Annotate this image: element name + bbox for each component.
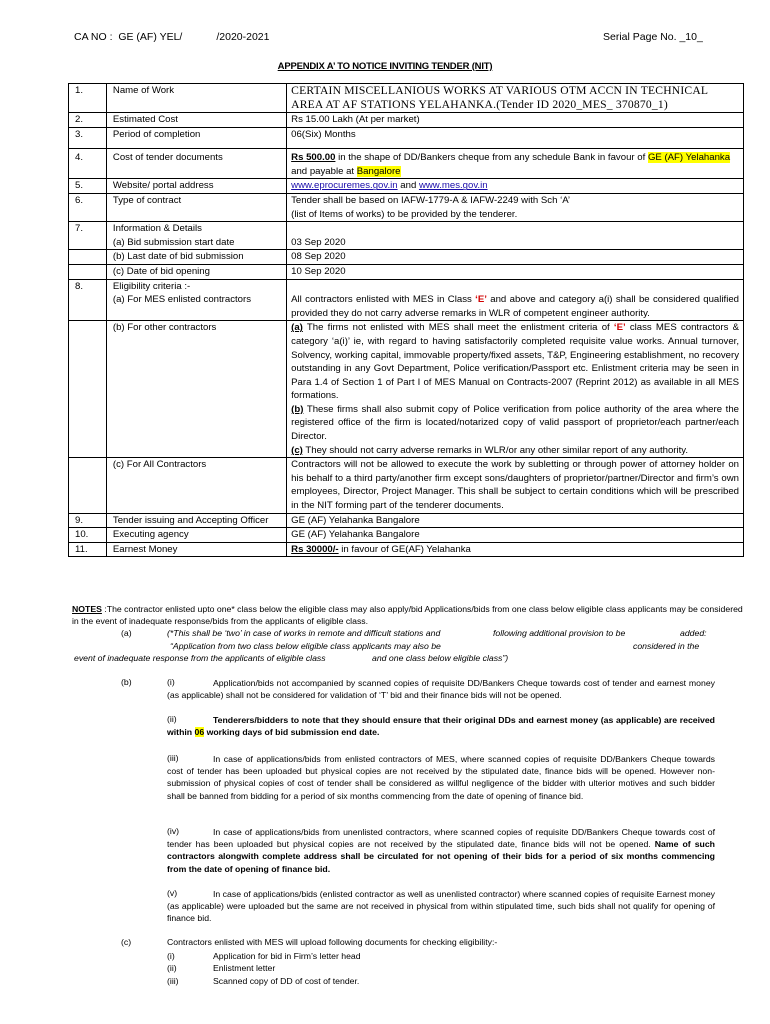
item-label: Name of Work (106, 84, 286, 113)
sub-i-text: Application/bids not accompanied by scanned copies of requisite DD/Bankers Cheque towards cost of tender and earnest money (as applicable) shall not be considered for validation of ‘T’ bid and their finance bids will not be opened. (167, 678, 715, 701)
name-of-work: CERTAIN MISCELLANIOUS WORKS AT VARIOUS OTM ACCN IN TECHNICAL AREA AT AF STATIONS YELAHANKA.(Tender ID 2020_MES_ 370870_1) (287, 84, 744, 113)
list-item (167, 950, 361, 962)
table-row (69, 222, 744, 250)
other-contractors-label: (b) For other contractors (106, 321, 286, 458)
note-a-line3: event of inadequate response from the applicants of eligible class (74, 653, 326, 663)
serial-number: 3. (69, 127, 107, 149)
list-text: Application for bid in Firm’s letter head (213, 951, 361, 961)
all-contractors-label: (c) For All Contractors (106, 458, 286, 513)
all-contractors-criteria: Contractors will not be allowed to execute the work by subletting or through power of attorney holder on his behalf to a third party/another firm except sons/daughters of proprietor/partner/Director and firm’s own employees, Director, Project Manager. This shall be subject to certain conditions which will be prescribed in the NIT forming part of the tenderer documents. (287, 458, 744, 513)
executing-agency: GE (AF) Yelahanka Bangalore (287, 528, 744, 543)
sub-ii-text (167, 714, 715, 738)
section-c-intro: Contractors enlisted with MES will upload following documents for checking eligibility:- (167, 937, 498, 947)
table-row (69, 513, 744, 528)
notes (72, 603, 744, 627)
table-row (69, 321, 744, 458)
serial-number-empty (69, 458, 107, 513)
ca-year: /2020-2021 (216, 31, 270, 43)
item-label: Type of contract (106, 193, 286, 221)
table-row (69, 279, 744, 321)
serial-page: Serial Page No. _10_ (603, 31, 703, 43)
mes-enlisted-label: (a) For MES enlisted contractors (112, 294, 251, 306)
eprocure-link[interactable]: www.eprocuremes.gov.in (291, 180, 398, 192)
table-row (69, 264, 744, 279)
completion-period: 06(Six) Months (287, 127, 744, 149)
serial-number: 11. (69, 542, 107, 557)
other-contractors-criteria (287, 321, 744, 458)
tender-doc-cost (287, 149, 744, 179)
serial-number-empty (69, 321, 107, 458)
bid-opening-date: 10 Sep 2020 (287, 264, 744, 279)
list-item (167, 962, 276, 974)
sub-c: (c) (291, 444, 303, 456)
sub-iv-text (167, 826, 715, 875)
section-c-label: (c) (121, 937, 132, 947)
website-cell (287, 179, 744, 194)
sub-v-num: (v) (167, 888, 178, 898)
serial-number: 4. (69, 149, 107, 179)
table-row (69, 127, 744, 149)
estimated-cost: Rs 15.00 Lakh (At per market) (287, 113, 744, 128)
section-b-label: (b) (121, 677, 132, 687)
note-a-line1c: added: (680, 628, 707, 638)
mes-criteria-text-2: and above and category a(i) shall be considered qualified provided they do not carry adverse remarks in WLR of competent engineer authority. (291, 294, 739, 319)
serial-number: 5. (69, 179, 107, 194)
bid-start-date: 03 Sep 2020 (291, 236, 346, 248)
payable-at: Bangalore (356, 165, 401, 177)
note-a-line1b: following additional provision to be (493, 628, 626, 638)
table-row (69, 250, 744, 265)
list-text: Enlistment letter (213, 963, 276, 973)
note-a-line2: “Application from two class below eligible class applicants may also be (170, 641, 441, 651)
eligibility-label: Eligibility criteria :- (112, 280, 191, 292)
list-num: (i) (167, 951, 175, 961)
item-label: Earnest Money (106, 542, 286, 557)
table-row (69, 84, 744, 113)
sub-a-text-2: class MES contractors & category ‘a(i)’ ie, with regard to having satisfactorily completed requisite value works. Annual turnover, Solvency, working capital, immovable property/fixed assets, T&P, Engineering establishment, no recovery outstanding in any Govt Department, Police verification/Passport etc. Enlistment criteria may be seen in Para 1.4 of Section 1 of Part I of MES Manual on Contracts-2007 (Reprint 2012) as available in all MES formations. (291, 322, 739, 402)
sub-b: (b) (291, 403, 304, 415)
item-label: Executing agency (106, 528, 286, 543)
and-text: and (397, 180, 419, 192)
serial-number: 10. (69, 528, 107, 543)
table-row (69, 179, 744, 194)
info-details-label: Information & Details (112, 223, 202, 235)
bid-start-cell (287, 222, 744, 250)
sub-ii-text1: Tenderers/bidders to note that they should ensure that their original DDs and earnest money (as applicable) are received within (167, 715, 715, 738)
item-label: Period of completion (106, 127, 286, 149)
item-label: Website/ portal address (106, 179, 286, 194)
notes-text: :The contractor enlisted upto one* class below the eligible class may also apply/bid Applications/bids from one class below eligible class applicants may be considered in the event of inadequate response/bids from the applicants of eligible class. (72, 604, 743, 626)
item-label: Tender issuing and Accepting Officer (106, 513, 286, 528)
table-row (69, 193, 744, 221)
note-a-label: (a) (121, 628, 132, 638)
list-num: (ii) (167, 963, 177, 973)
sub-iv-text1: In case of applications/bids from unenlisted contractors, where scanned copies of requisite DD/Bankers Cheque towards cost of tender has been uploaded but physical copies are not received by the stipulated date, finance bids will not be opened. (167, 827, 715, 850)
sub-iii-text: In case of applications/bids from enlisted contractors of MES, where scanned copies of requisite DD/Bankers Cheque towards cost of tender has been uploaded but physical copies are not received by the stipulated date, finance bids will be opened. However non-submission of physical copies of cost of tender shall be considered as willful negligence of the bidder with ulterior motives and such bidder shall be banned from bidding for a period of six months commencing from the date of opening of finance bid. (167, 754, 715, 801)
earnest-favour: in favour of GE(AF) Yelahanka (338, 543, 471, 555)
contract-type (287, 193, 744, 221)
serial-number: 8. (69, 279, 107, 321)
bid-last-date: 08 Sep 2020 (287, 250, 744, 265)
note-a-line3b: and one class below eligible class”) (372, 653, 509, 663)
payable-text: and payable at (291, 165, 357, 177)
sub-ii-days: 06 (194, 727, 205, 738)
sub-b-text: These firms shall also submit copy of Police verification from police authority of the area where the registered office of the firm is located/notarized copy of valid passport of proprietor/each partner/each Director. (291, 403, 739, 443)
sub-iii-num: (iii) (167, 753, 179, 763)
note-a-line1: (*This shall be ‘two’ in case of works in remote and difficult stations and (167, 628, 441, 638)
table-row (69, 528, 744, 543)
contract-type-line2: (list of Items of works) to be provided by the tenderer. (291, 208, 518, 220)
note-a-line2b: considered in the (633, 641, 700, 651)
item-label: Cost of tender documents (106, 149, 286, 179)
serial-number-empty (69, 264, 107, 279)
sub-a: (a) (291, 322, 303, 334)
serial-number: 1. (69, 84, 107, 113)
serial-number: 6. (69, 193, 107, 221)
tender-doc-text: in the shape of DD/Bankers cheque from any schedule Bank in favour of (335, 152, 648, 164)
mes-link[interactable]: www.mes.gov.in (418, 180, 488, 192)
sub-ii-num: (ii) (167, 714, 177, 724)
serial-number-empty (69, 250, 107, 265)
bid-last-label: (b) Last date of bid submission (106, 250, 286, 265)
class-e: ‘E’ (613, 322, 626, 334)
serial-number: 9. (69, 513, 107, 528)
sub-v-text: In case of applications/bids (enlisted contractor as well as unenlisted contractor) where scanned copies of requisite Earnest money (as applicable) were uploaded but the same are not received in physical from within stipulated time, such bids shall not qualify for opening of finance bid. (167, 889, 715, 924)
mes-criteria-text: All contractors enlisted with MES in Class (291, 294, 476, 306)
mes-enlisted-criteria (287, 279, 744, 321)
serial-number: 7. (69, 222, 107, 250)
class-e: ‘E’ (475, 294, 487, 306)
sub-ii-text2: working days of bid submission end date. (204, 727, 380, 738)
ca-number-label: CA NO : GE (AF) YEL/ (74, 31, 183, 43)
item-label (106, 222, 286, 250)
notes-heading: NOTES (72, 604, 102, 614)
list-item (167, 975, 360, 987)
ca-number (74, 31, 269, 43)
list-num: (iii) (167, 976, 179, 986)
serial-number: 2. (69, 113, 107, 128)
item-label (106, 279, 286, 321)
table-row (69, 542, 744, 557)
item-label: Estimated Cost (106, 113, 286, 128)
contract-type-line1: Tender shall be based on IAFW-1779-A & IAFW-2249 with Sch ‘A’ (291, 194, 571, 206)
earnest-money (287, 542, 744, 557)
list-text: Scanned copy of DD of cost of tender. (213, 976, 360, 986)
sub-i-num: (i) (167, 677, 175, 687)
sub-a-text: The firms not enlisted with MES shall meet the enlistment criteria of (302, 322, 614, 334)
table-row (69, 113, 744, 128)
appendix-title: APPENDIX A’ TO NOTICE INVITING TENDER (NIT) (277, 61, 493, 72)
favour-of: GE (AF) Yelahanka (647, 152, 731, 164)
bid-opening-label: (c) Date of bid opening (106, 264, 286, 279)
tender-doc-amount: Rs 500.00 (291, 152, 336, 164)
sub-iv-bold: Name of such contractors alongwith complete address shall be circulated for not opening of their bids for a period of six months commencing from the date of opening of finance bid. (167, 839, 715, 874)
accepting-officer: GE (AF) Yelahanka Bangalore (287, 513, 744, 528)
earnest-amount: Rs 30000/- (291, 543, 339, 555)
table-row (69, 458, 744, 513)
sub-c-text: They should not carry adverse remarks in WLR/or any other similar report of any authority. (302, 444, 689, 456)
sub-iv-num: (iv) (167, 826, 180, 836)
nit-table (68, 83, 744, 557)
table-row (69, 149, 744, 179)
bid-start-label: (a) Bid submission start date (112, 236, 235, 248)
